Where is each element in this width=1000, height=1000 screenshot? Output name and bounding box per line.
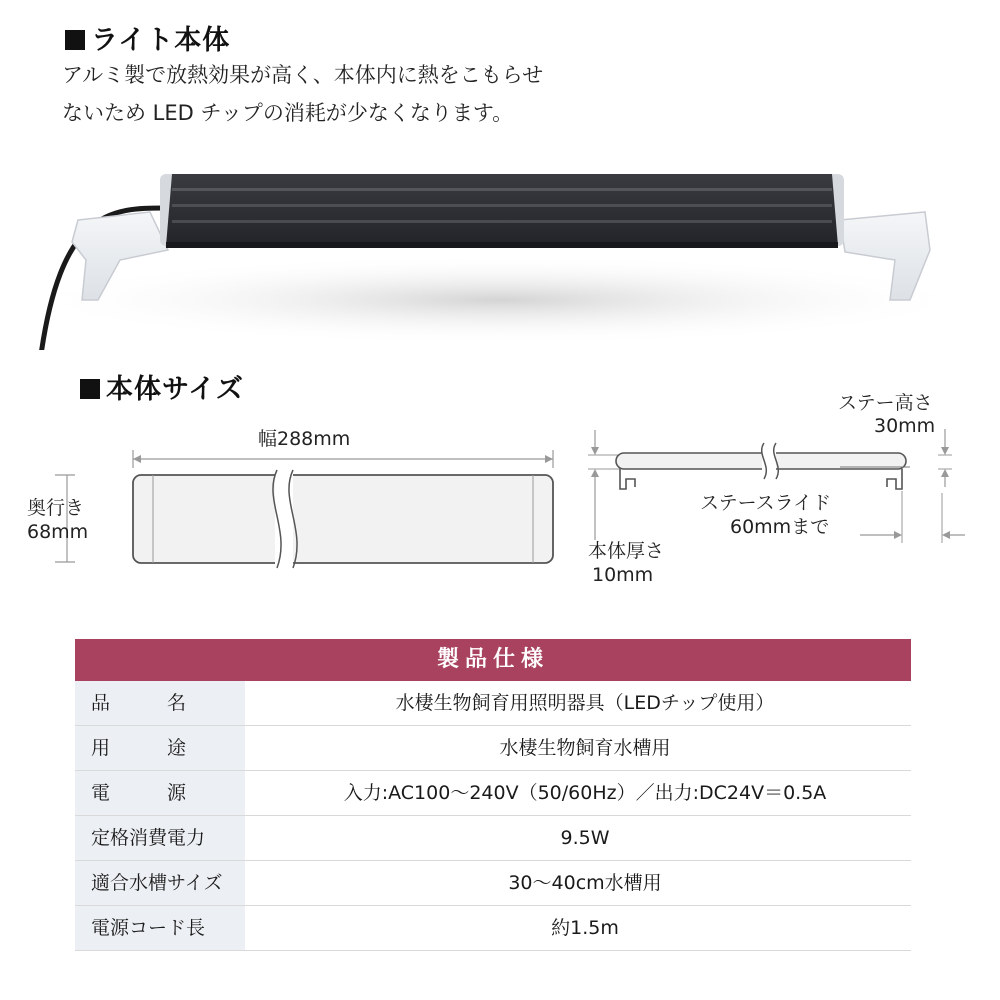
spec-value: 水棲生物飼育用照明器具（LEDチップ使用） (395, 692, 775, 714)
spec-row-rated-consumption (75, 816, 911, 861)
spec-table-title: 製品仕様 (75, 639, 911, 681)
stay-slide-label-line2: 60mmまで (730, 516, 830, 538)
square-bullet-icon (65, 30, 85, 50)
light-body-description (62, 56, 543, 132)
spec-key: 定格消費電力 (75, 816, 245, 860)
spec-key: 電源コード長 (75, 906, 245, 950)
spec-row-usage (75, 726, 911, 771)
thickness-label-line2: 10mm (592, 564, 654, 586)
spec-value: 水棲生物飼育水槽用 (499, 737, 671, 759)
top-view-dimension-diagram (55, 440, 575, 590)
stay-slide-label-line1: ステースライド (700, 492, 832, 514)
description-line-2: ないため LED チップの消耗が少なくなります。 (62, 101, 514, 125)
width-label: 幅288mm (258, 428, 351, 450)
spec-row-tank-size (75, 861, 911, 906)
spec-key: 品 名 (75, 681, 245, 725)
spec-value: 約1.5m (551, 917, 619, 939)
depth-label-line1: 奥行き (27, 497, 85, 519)
spec-row-power (75, 771, 911, 816)
stay-height-label-line1: ステー高さ (838, 392, 933, 414)
spec-key: 電 源 (75, 771, 245, 815)
spec-value: 30～40cm水槽用 (508, 872, 662, 894)
spec-key: 用 途 (75, 726, 245, 770)
depth-label-line2: 68mm (27, 521, 89, 543)
spec-key: 適合水槽サイズ (75, 861, 245, 905)
section-title-light-body: ライト本体 (65, 18, 230, 57)
product-spec-table (75, 639, 911, 951)
spec-row-cord-length (75, 906, 911, 951)
description-line-1: アルミ製で放熱効果が高く、本体内に熱をこもらせ (62, 63, 544, 87)
square-bullet-icon (80, 379, 100, 399)
section-title-body-size: 本体サイズ (80, 367, 244, 406)
spec-value: 入力:AC100～240V（50/60Hz）／出力:DC24V＝0.5A (343, 782, 827, 804)
spec-value: 9.5W (560, 827, 610, 849)
spec-row-product-name (75, 681, 911, 726)
thickness-label-line1: 本体厚さ (588, 540, 665, 562)
stay-height-label-line2: 30mm (874, 415, 936, 437)
led-light-product-image (0, 150, 1000, 350)
